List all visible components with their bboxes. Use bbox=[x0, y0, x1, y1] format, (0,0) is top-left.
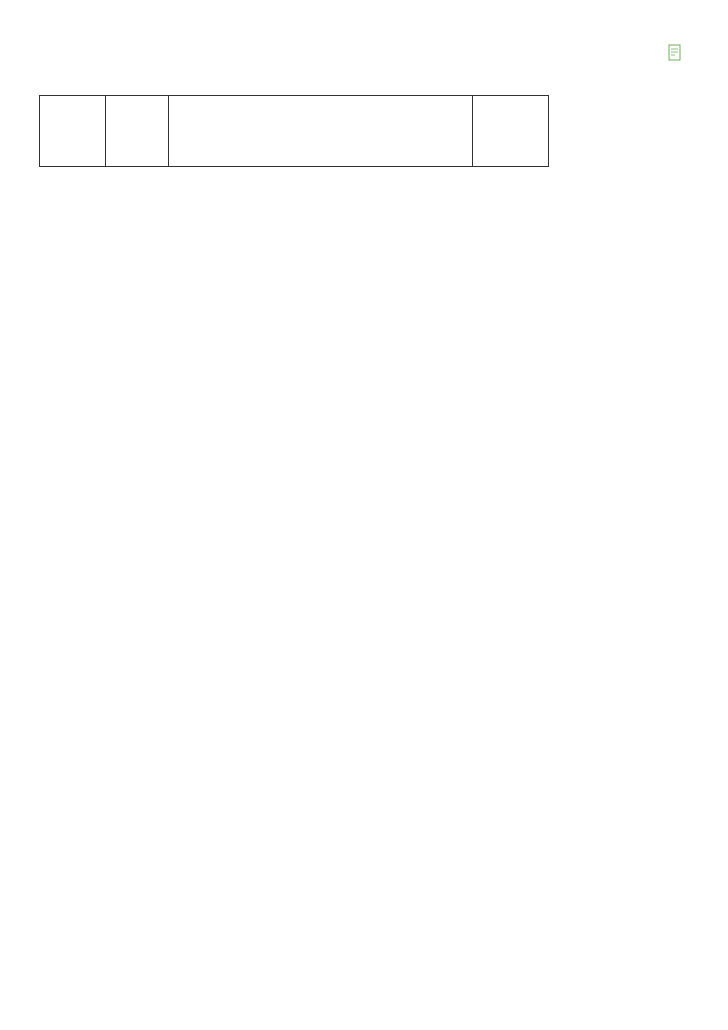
harwell-logo bbox=[612, 42, 692, 86]
cell-line bbox=[43, 109, 102, 121]
supplies-table bbox=[39, 95, 723, 167]
cell-line bbox=[476, 97, 545, 109]
cell-line bbox=[172, 132, 469, 144]
cell-line bbox=[172, 143, 469, 155]
item-image-cell bbox=[106, 96, 169, 167]
item-description-cell bbox=[169, 96, 473, 167]
cell-line bbox=[43, 97, 102, 109]
cell-line bbox=[43, 120, 102, 132]
product-code-cell bbox=[473, 96, 549, 167]
cell-line bbox=[172, 155, 469, 167]
item-name-cell bbox=[40, 96, 106, 167]
cell-line bbox=[172, 97, 469, 109]
cell-line bbox=[172, 109, 469, 121]
cell-line bbox=[172, 120, 469, 132]
table-row bbox=[40, 96, 723, 167]
document-logo-icon bbox=[668, 44, 682, 62]
